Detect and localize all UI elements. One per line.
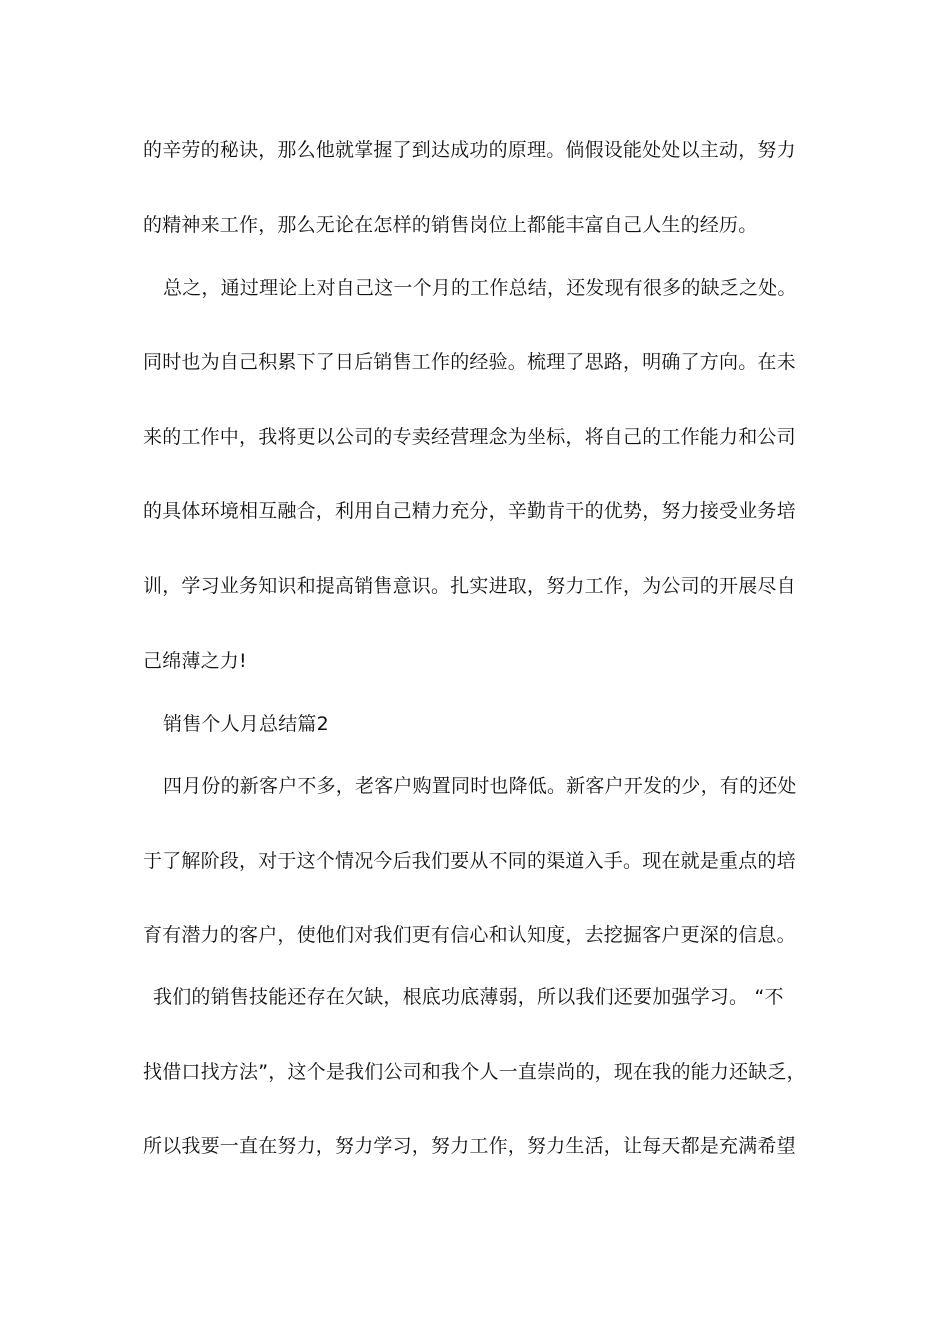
text-line: 来的工作中，我将更以公司的专卖经营理念为坐标，将自己的工作能力和公司 xyxy=(143,426,796,448)
text-line: 于了解阶段，对于这个情况今后我们要从不同的渠道入手。现在就是重点的培 xyxy=(143,850,796,872)
paragraph-start-line: 我们的销售技能还存在欠缺，根底功底薄弱，所以我们还要加强学习。 “不 xyxy=(153,986,784,1008)
paragraph-start-line: 四月份的新客户不多，老客户购置同时也降低。新客户开发的少，有的还处 xyxy=(163,775,797,797)
text-line: 育有潜力的客户，使他们对我们更有信心和认知度，去挖掘客户更深的信息。 xyxy=(143,924,796,946)
text-line: 的辛劳的秘诀，那么他就掌握了到达成功的原理。倘假设能处处以主动，努力 xyxy=(143,139,796,161)
section-heading: 销售个人月总结篇2 xyxy=(163,713,329,735)
text-line: 的具体环境相互融合，利用自己精力充分，辛勤肯干的优势，努力接受业务培 xyxy=(143,500,796,522)
text-line: 己绵薄之力! xyxy=(143,650,247,672)
paragraph-start-line: 总之，通过理论上对自己这一个月的工作总结，还发现有很多的缺乏之处。 xyxy=(163,277,797,299)
text-line: 同时也为自己积累下了日后销售工作的经验。梳理了思路，明确了方向。在未 xyxy=(143,351,796,373)
text-line: 找借口找方法”，这个是我们公司和我个人一直崇尚的，现在我的能力还缺乏， xyxy=(143,1061,806,1083)
text-line: 所以我要一直在努力，努力学习，努力工作，努力生活，让每天都是充满希望 xyxy=(143,1135,796,1157)
text-line: 训，学习业务知识和提高销售意识。扎实进取，努力工作，为公司的开展尽自 xyxy=(143,575,796,597)
text-line: 的精神来工作，那么无论在怎样的销售岗位上都能丰富自己人生的经历。 xyxy=(143,214,758,236)
